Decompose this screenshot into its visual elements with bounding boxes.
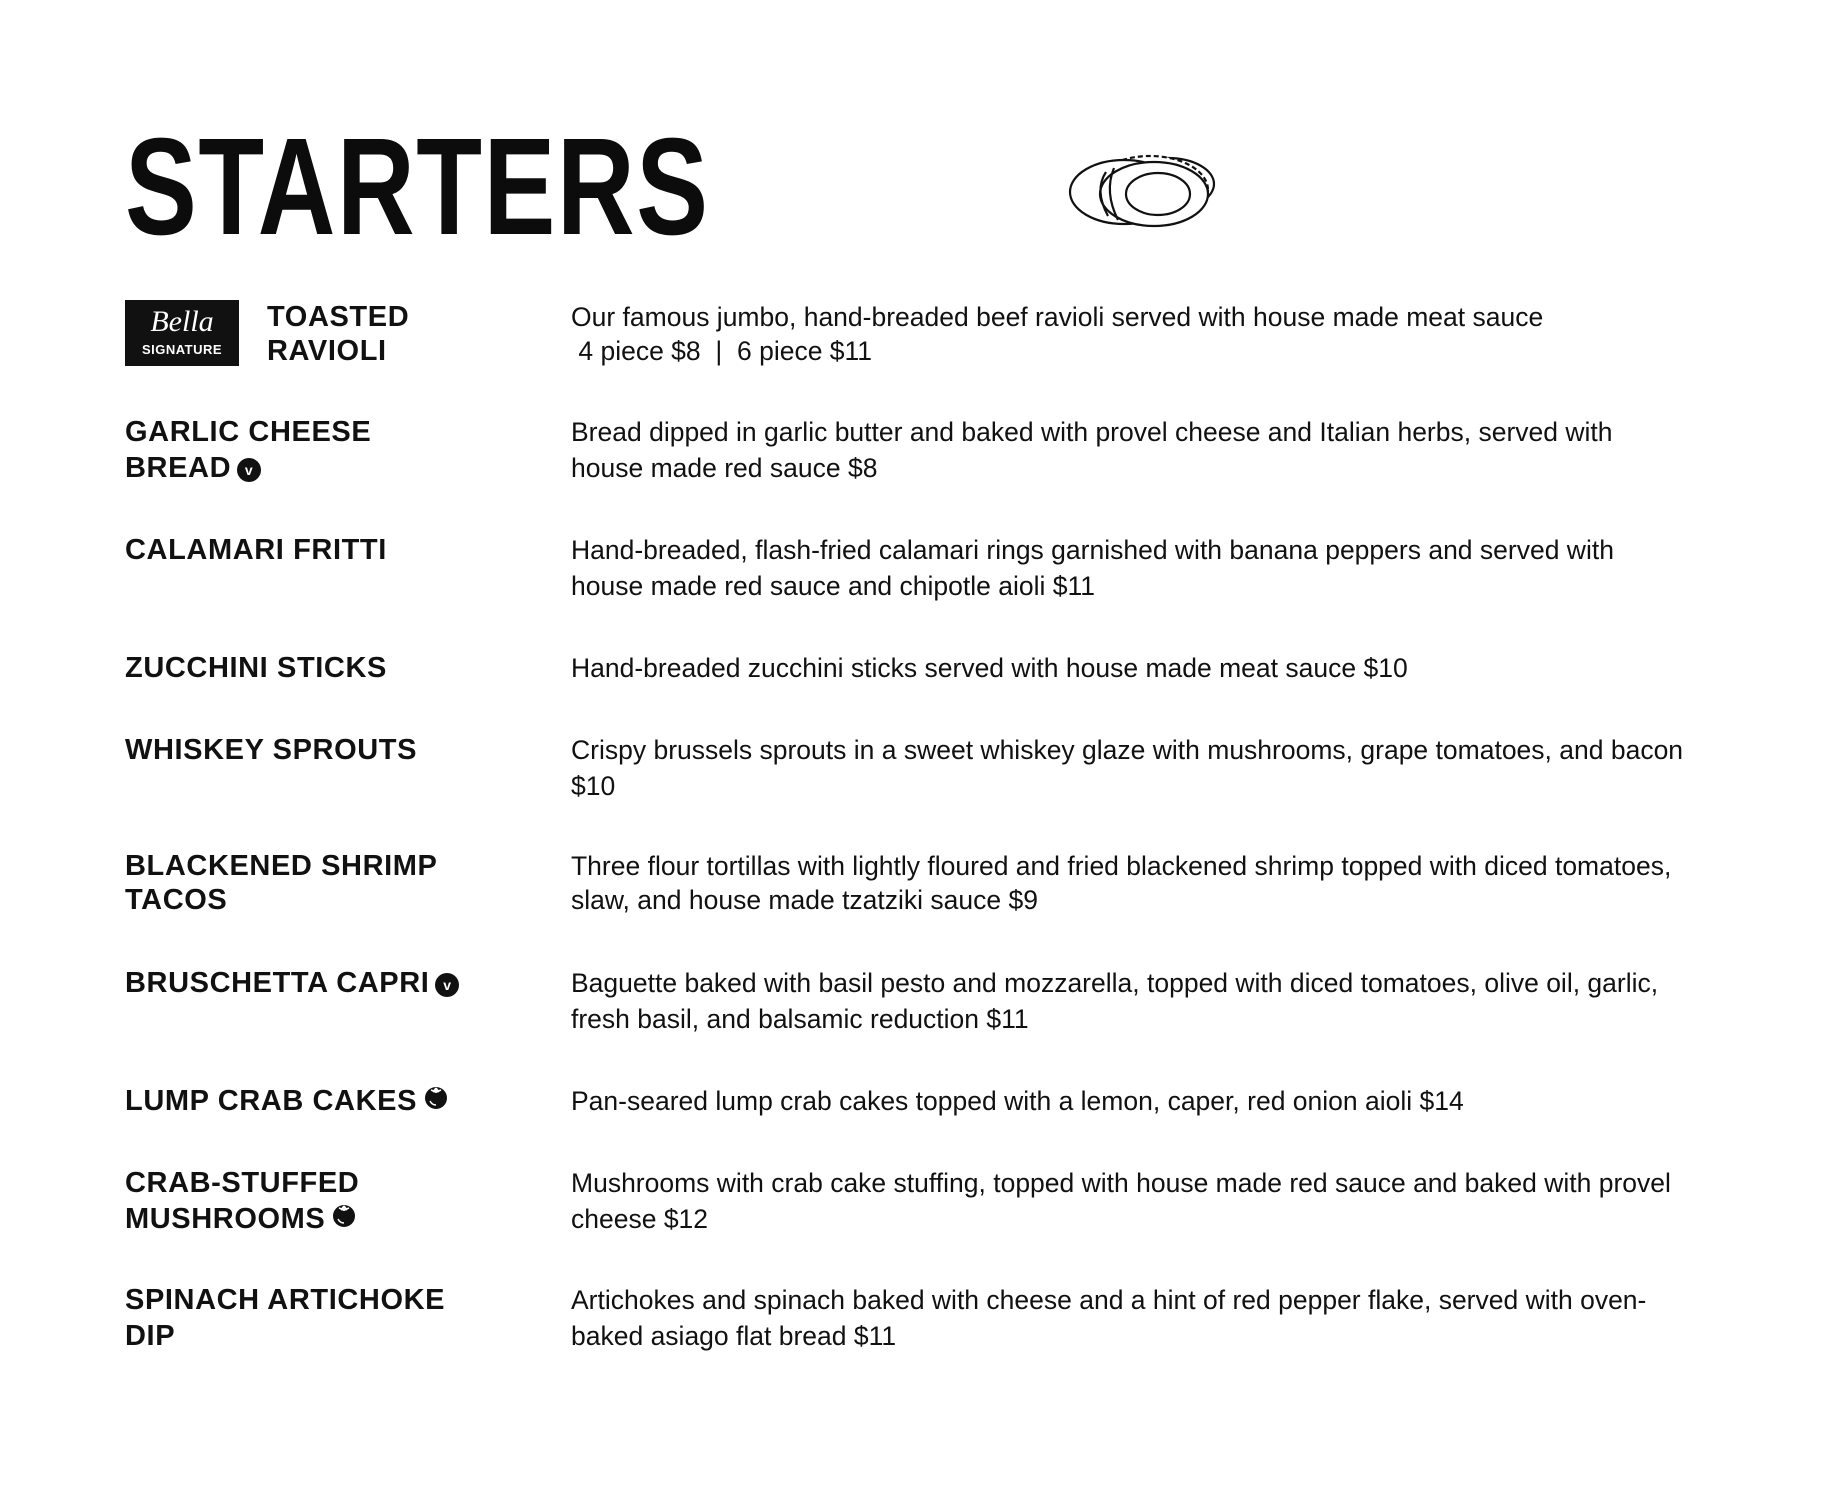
item-description: Three flour tortillas with lightly floured and fried blackened shrimp topped with diced tomatoes, slaw, and house made tzatziki sauce $9 [571, 851, 1672, 915]
item-name: WHISKEY SPROUTS [125, 734, 418, 766]
badge-label-text: SIGNATURE [141, 342, 223, 357]
item-description: Artichokes and spinach baked with cheese and a hint of red pepper flake, served with oven-baked asiago flat bread $11 [571, 1285, 1647, 1351]
item-name [267, 300, 567, 368]
item-description: Pan-seared lump crab cakes topped with a lemon, caper, red onion aioli $14 [571, 1086, 1464, 1116]
item-name [125, 414, 565, 486]
item-name-line2: MUSHROOMS [125, 1203, 326, 1235]
item-name [125, 1165, 565, 1237]
vegetarian-icon: v [237, 458, 261, 482]
item-description: Bread dipped in garlic butter and baked with provel cheese and Italian herbs, served with house made red sauce $8 [571, 417, 1613, 483]
item-name-line1: BLACKENED SHRIMP [125, 850, 438, 882]
item-description: Hand-breaded zucchini sticks served with house made meat sauce $10 [571, 653, 1408, 683]
item-name-line2: TACOS [125, 884, 228, 916]
item-name-line2: DIP [125, 1320, 176, 1352]
item-description [571, 300, 1691, 368]
vegetarian-icon: v [435, 973, 459, 997]
item-name [125, 849, 565, 917]
item-description: Baguette baked with basil pesto and mozzarella, topped with diced tomatoes, olive oil, garlic, fresh basil, and balsamic reduction $11 [571, 968, 1659, 1034]
item-description-text: Our famous jumbo, hand-breaded beef ravioli served with house made meat sauce [571, 302, 1544, 332]
item-name [125, 965, 565, 1001]
item-name-line1: TOASTED [267, 301, 410, 333]
item-price: 4 piece $8 | 6 piece $11 [571, 336, 873, 366]
item-name-line2: RAVIOLI [267, 335, 387, 367]
item-description: Hand-breaded, flash-fried calamari rings garnished with banana peppers and served with house made red sauce and chipotle aioli $11 [571, 535, 1614, 601]
item-name-line1: SPINACH ARTICHOKE [125, 1284, 446, 1316]
item-name-text: BRUSCHETTA CAPRI [125, 967, 430, 999]
item-name: ZUCCHINI STICKS [125, 652, 387, 684]
bella-signature-badge [125, 300, 239, 366]
item-name-line1: GARLIC CHEESE [125, 416, 372, 448]
item-name: CALAMARI FRITTI [125, 534, 387, 566]
ravioli-illustration [1058, 150, 1228, 238]
page-title: STARTERS [125, 110, 710, 264]
tomato-icon [423, 1084, 449, 1110]
badge-script-text: Bella [150, 305, 214, 338]
item-description: Mushrooms with crab cake stuffing, topped with house made red sauce and baked with provel cheese $12 [571, 1168, 1671, 1234]
item-name-line2: BREAD [125, 452, 232, 484]
item-name-line1: CRAB-STUFFED [125, 1167, 360, 1199]
item-name [125, 1282, 565, 1354]
item-name-text: LUMP CRAB CAKES [125, 1085, 418, 1117]
tomato-icon [331, 1202, 357, 1228]
item-description: Crispy brussels sprouts in a sweet whiskey glaze with mushrooms, grape tomatoes, and bacon $10 [571, 735, 1684, 801]
item-name [125, 1083, 565, 1119]
